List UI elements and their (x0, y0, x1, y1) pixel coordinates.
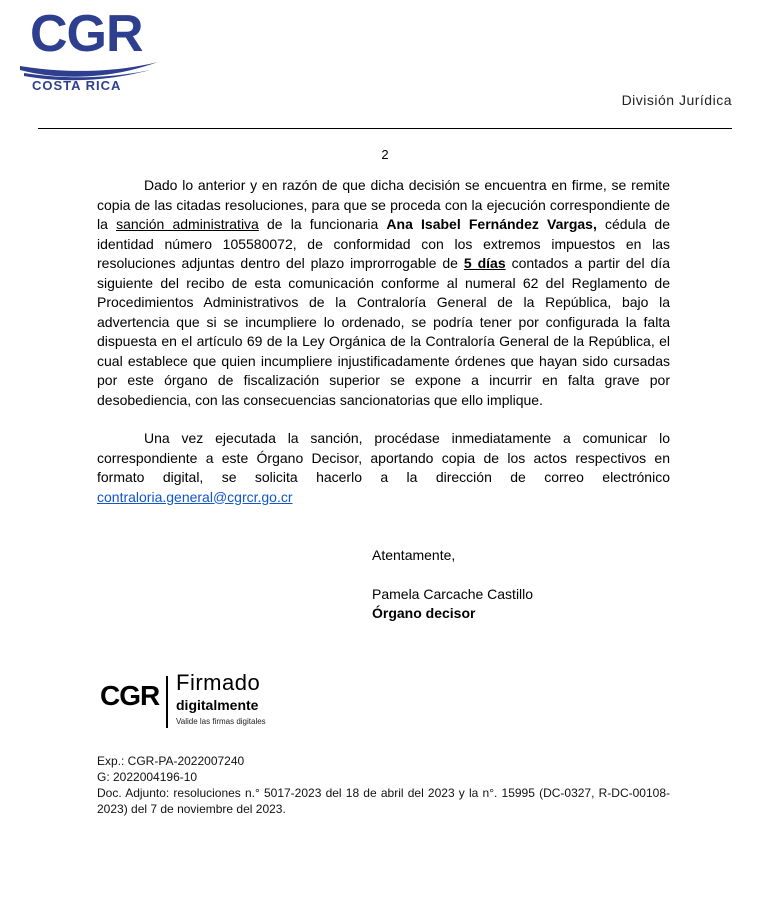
references (97, 753, 670, 817)
cgr-logo (18, 6, 168, 96)
p1-text-1: Dado lo anterior y en razón de que dicha decisión se encuentra en firme, se remite copia de las citadas resoluciones, para que se proceda con la ejecución correspondiente de la (97, 177, 670, 232)
closing-block (372, 546, 533, 624)
p1-text-4: contados a partir del día siguiente del recibo de esta comunicación conforme al numeral 62 del Reglamento de Procedimientos Administrativos de la Contraloría General de la República, bajo la advertencia que si se incumpliere lo ordenado, se podría tener por configurada la falta dispuesta en el artículo 69 de la Ley Orgánica de la Contraloría General de la República, el cual establece que quien incumpliere injustificadamente órdenes que hayan sido cursadas por este órgano de fiscalización superior se expone a incurrir en falta grave por desobediencia, con las consecuencias sancionatorias que ello implique. (97, 255, 670, 408)
logo-subtitle: COSTA RICA (32, 78, 122, 93)
paragraph-2 (97, 429, 670, 507)
page-number: 2 (381, 147, 389, 162)
ref-expediente: Exp.: CGR-PA-2022007240 (97, 754, 245, 768)
paragraph-1 (97, 176, 670, 410)
p1-text-3: cédula de identidad número 105580072, de conformidad con los extremos impuestos en las resoluciones adjuntas dentro del plazo improrrogable de (97, 216, 670, 271)
ref-doc-adjunto: Doc. Adjunto: resoluciones n.° 5017-2023 del 18 de abril del 2023 y la n°. 15995 (DC-0327, R-DC-00108-2023) del 7 de noviembre del 2023. (97, 786, 670, 816)
digital-signature-stamp (100, 670, 300, 734)
p1-text-2: de la funcionaria (258, 216, 387, 232)
p2-text-1: Una vez ejecutada la sanción, procédase inmediatamente a comunicar lo correspondiente a este Órgano Decisor, aportando copia de los actos respectivos en formato digital, se solicita hacerlo a la dirección de correo electrónico (97, 430, 670, 485)
division-label: División Jurídica (621, 92, 732, 108)
stamp-firmado: Firmado (176, 670, 261, 695)
p1-sanction: sanción administrativa (116, 216, 259, 232)
signer-name: Pamela Carcache Castillo (372, 585, 534, 602)
p1-official-name: Ana Isabel Fernández Vargas, (386, 216, 597, 232)
p1-deadline: 5 días (463, 255, 506, 271)
ref-g: G: 2022004196-10 (97, 770, 198, 784)
email-link[interactable]: contraloria.general@cgrcr.go.cr (97, 488, 293, 505)
stamp-logo: CGR (100, 680, 160, 711)
salutation: Atentamente, (372, 547, 456, 563)
letter-body (97, 176, 670, 507)
stamp-divider (166, 676, 168, 728)
signer-role: Órgano decisor (372, 605, 476, 621)
stamp-digitalmente: digitalmente (176, 697, 259, 713)
stamp-valide: Valide las firmas digitales (176, 717, 266, 726)
header-divider (38, 128, 732, 129)
logo-text: CGR (30, 5, 143, 63)
